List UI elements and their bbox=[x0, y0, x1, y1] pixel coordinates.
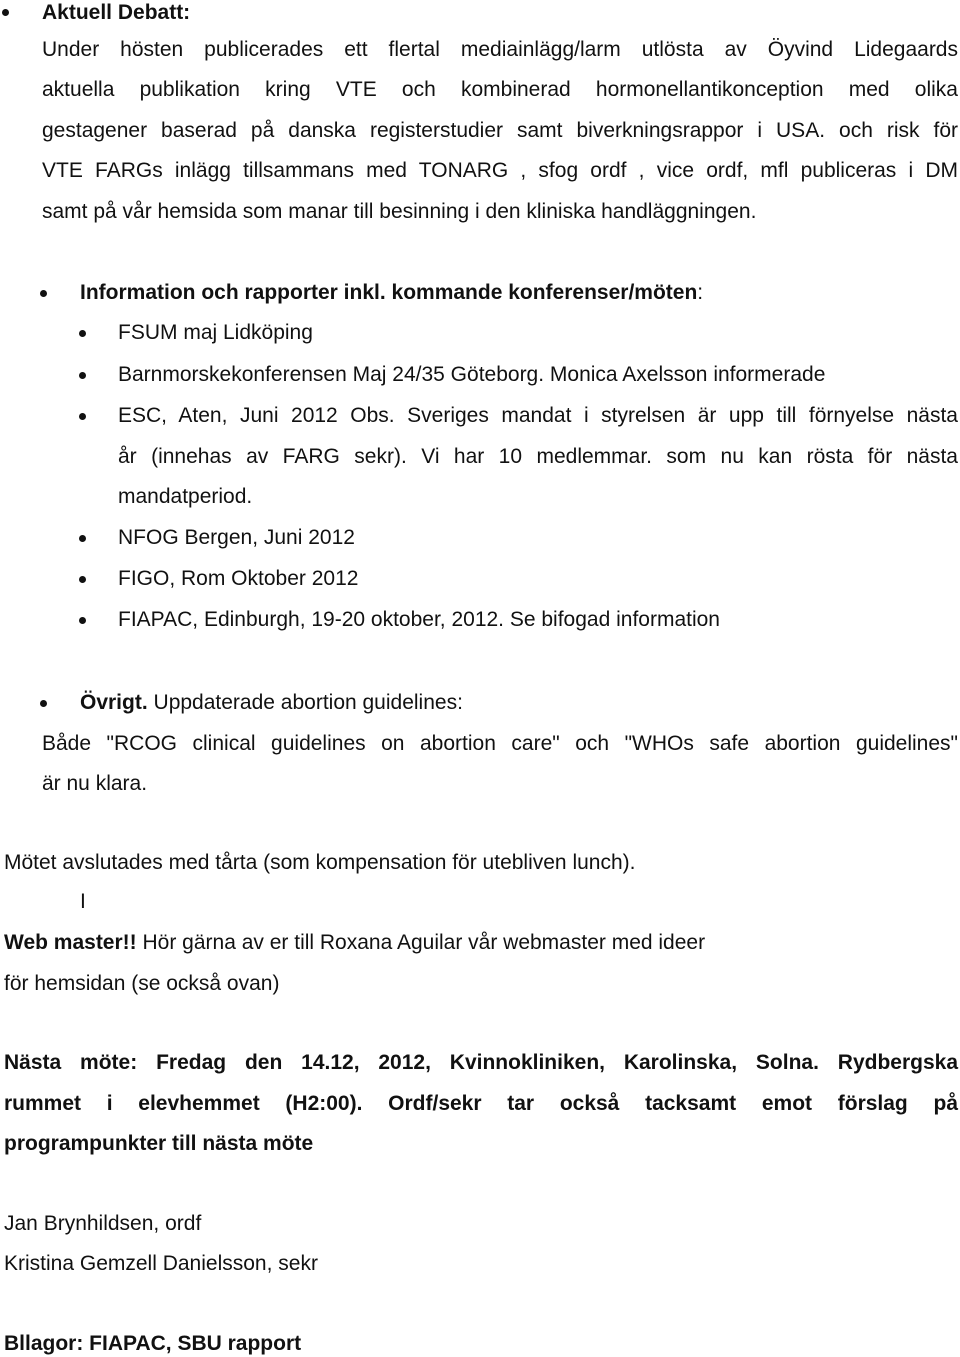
debate-line-2: aktuella publikation kring VTE och kombinerad hormonellantikonception med olika bbox=[42, 78, 958, 101]
bullet-info-item-2 bbox=[79, 372, 86, 379]
next-meeting-line-3: programpunkter till nästa möte bbox=[4, 1132, 314, 1155]
stray-mark: I bbox=[80, 890, 86, 913]
bullet-info-item-4 bbox=[79, 535, 86, 542]
bullet-debate bbox=[2, 9, 9, 16]
bullet-info-item-5 bbox=[79, 576, 86, 583]
bullet-other bbox=[40, 700, 47, 707]
info-item-6: FIAPAC, Edinburgh, 19-20 oktober, 2012. Se bifogad information bbox=[118, 608, 720, 631]
next-meeting-line-2: rummet i elevhemmet (H2:00). Ordf/sekr tar också tacksamt emot förslag på bbox=[4, 1092, 958, 1115]
bullet-info-item-6 bbox=[79, 617, 86, 624]
other-line-2: är nu klara. bbox=[42, 772, 148, 795]
other-line-1: Både "RCOG clinical guidelines on abortion care" och "WHOs safe abortion guidelines" bbox=[42, 732, 958, 755]
webmaster-line-2: för hemsidan (se också ovan) bbox=[4, 972, 280, 995]
closing-text: Mötet avslutades med tårta (som kompensation för utebliven lunch). bbox=[4, 851, 636, 874]
debate-heading: Aktuell Debatt: bbox=[42, 1, 191, 24]
bullet-info-item-1 bbox=[79, 330, 86, 337]
info-item-3: ESC, Aten, Juni 2012 Obs. Sveriges mandat i styrelsen är upp till förnyelse nästa bbox=[118, 404, 958, 427]
signature-chair: Jan Brynhildsen, ordf bbox=[4, 1212, 202, 1235]
signature-secretary: Kristina Gemzell Danielsson, sekr bbox=[4, 1252, 318, 1275]
info-heading: Information och rapporter inkl. kommande konferenser/möten: bbox=[80, 281, 704, 304]
other-heading: Övrigt. Uppdaterade abortion guidelines: bbox=[80, 691, 463, 714]
bullet-info-item-3 bbox=[79, 413, 86, 420]
debate-line-5: samt på vår hemsida som manar till besinning i den kliniska handläggningen. bbox=[42, 200, 757, 223]
info-item-5: FIGO, Rom Oktober 2012 bbox=[118, 567, 359, 590]
attachments: Bllagor: FIAPAC, SBU rapport bbox=[4, 1332, 302, 1355]
info-item-3-end: mandatperiod. bbox=[118, 485, 253, 508]
debate-line-4: VTE FARGs inlägg tillsammans med TONARG , sfog ordf , vice ordf, mfl publiceras i DM bbox=[42, 159, 958, 182]
info-item-1: FSUM maj Lidköping bbox=[118, 321, 313, 344]
debate-line-3: gestagener baserad på danska registerstudier samt biverkningsrappor i USA. och risk för bbox=[42, 119, 958, 142]
info-item-2: Barnmorskekonferensen Maj 24/35 Göteborg. Monica Axelsson informerade bbox=[118, 363, 826, 386]
debate-line-1: Under hösten publicerades ett flertal mediainlägg/larm utlösta av Öyvind Lidegaards bbox=[42, 38, 958, 61]
webmaster-line-1: Web master!! Hör gärna av er till Roxana Aguilar vår webmaster med ideer bbox=[4, 931, 706, 954]
info-item-3-cont: år (innehas av FARG sekr). Vi har 10 medlemmar. som nu kan rösta för nästa bbox=[118, 445, 958, 468]
next-meeting-line-1: Nästa möte: Fredag den 14.12, 2012, Kvinnokliniken, Karolinska, Solna. Rydbergska bbox=[4, 1051, 958, 1074]
bullet-info bbox=[40, 290, 47, 297]
info-item-4: NFOG Bergen, Juni 2012 bbox=[118, 526, 355, 549]
